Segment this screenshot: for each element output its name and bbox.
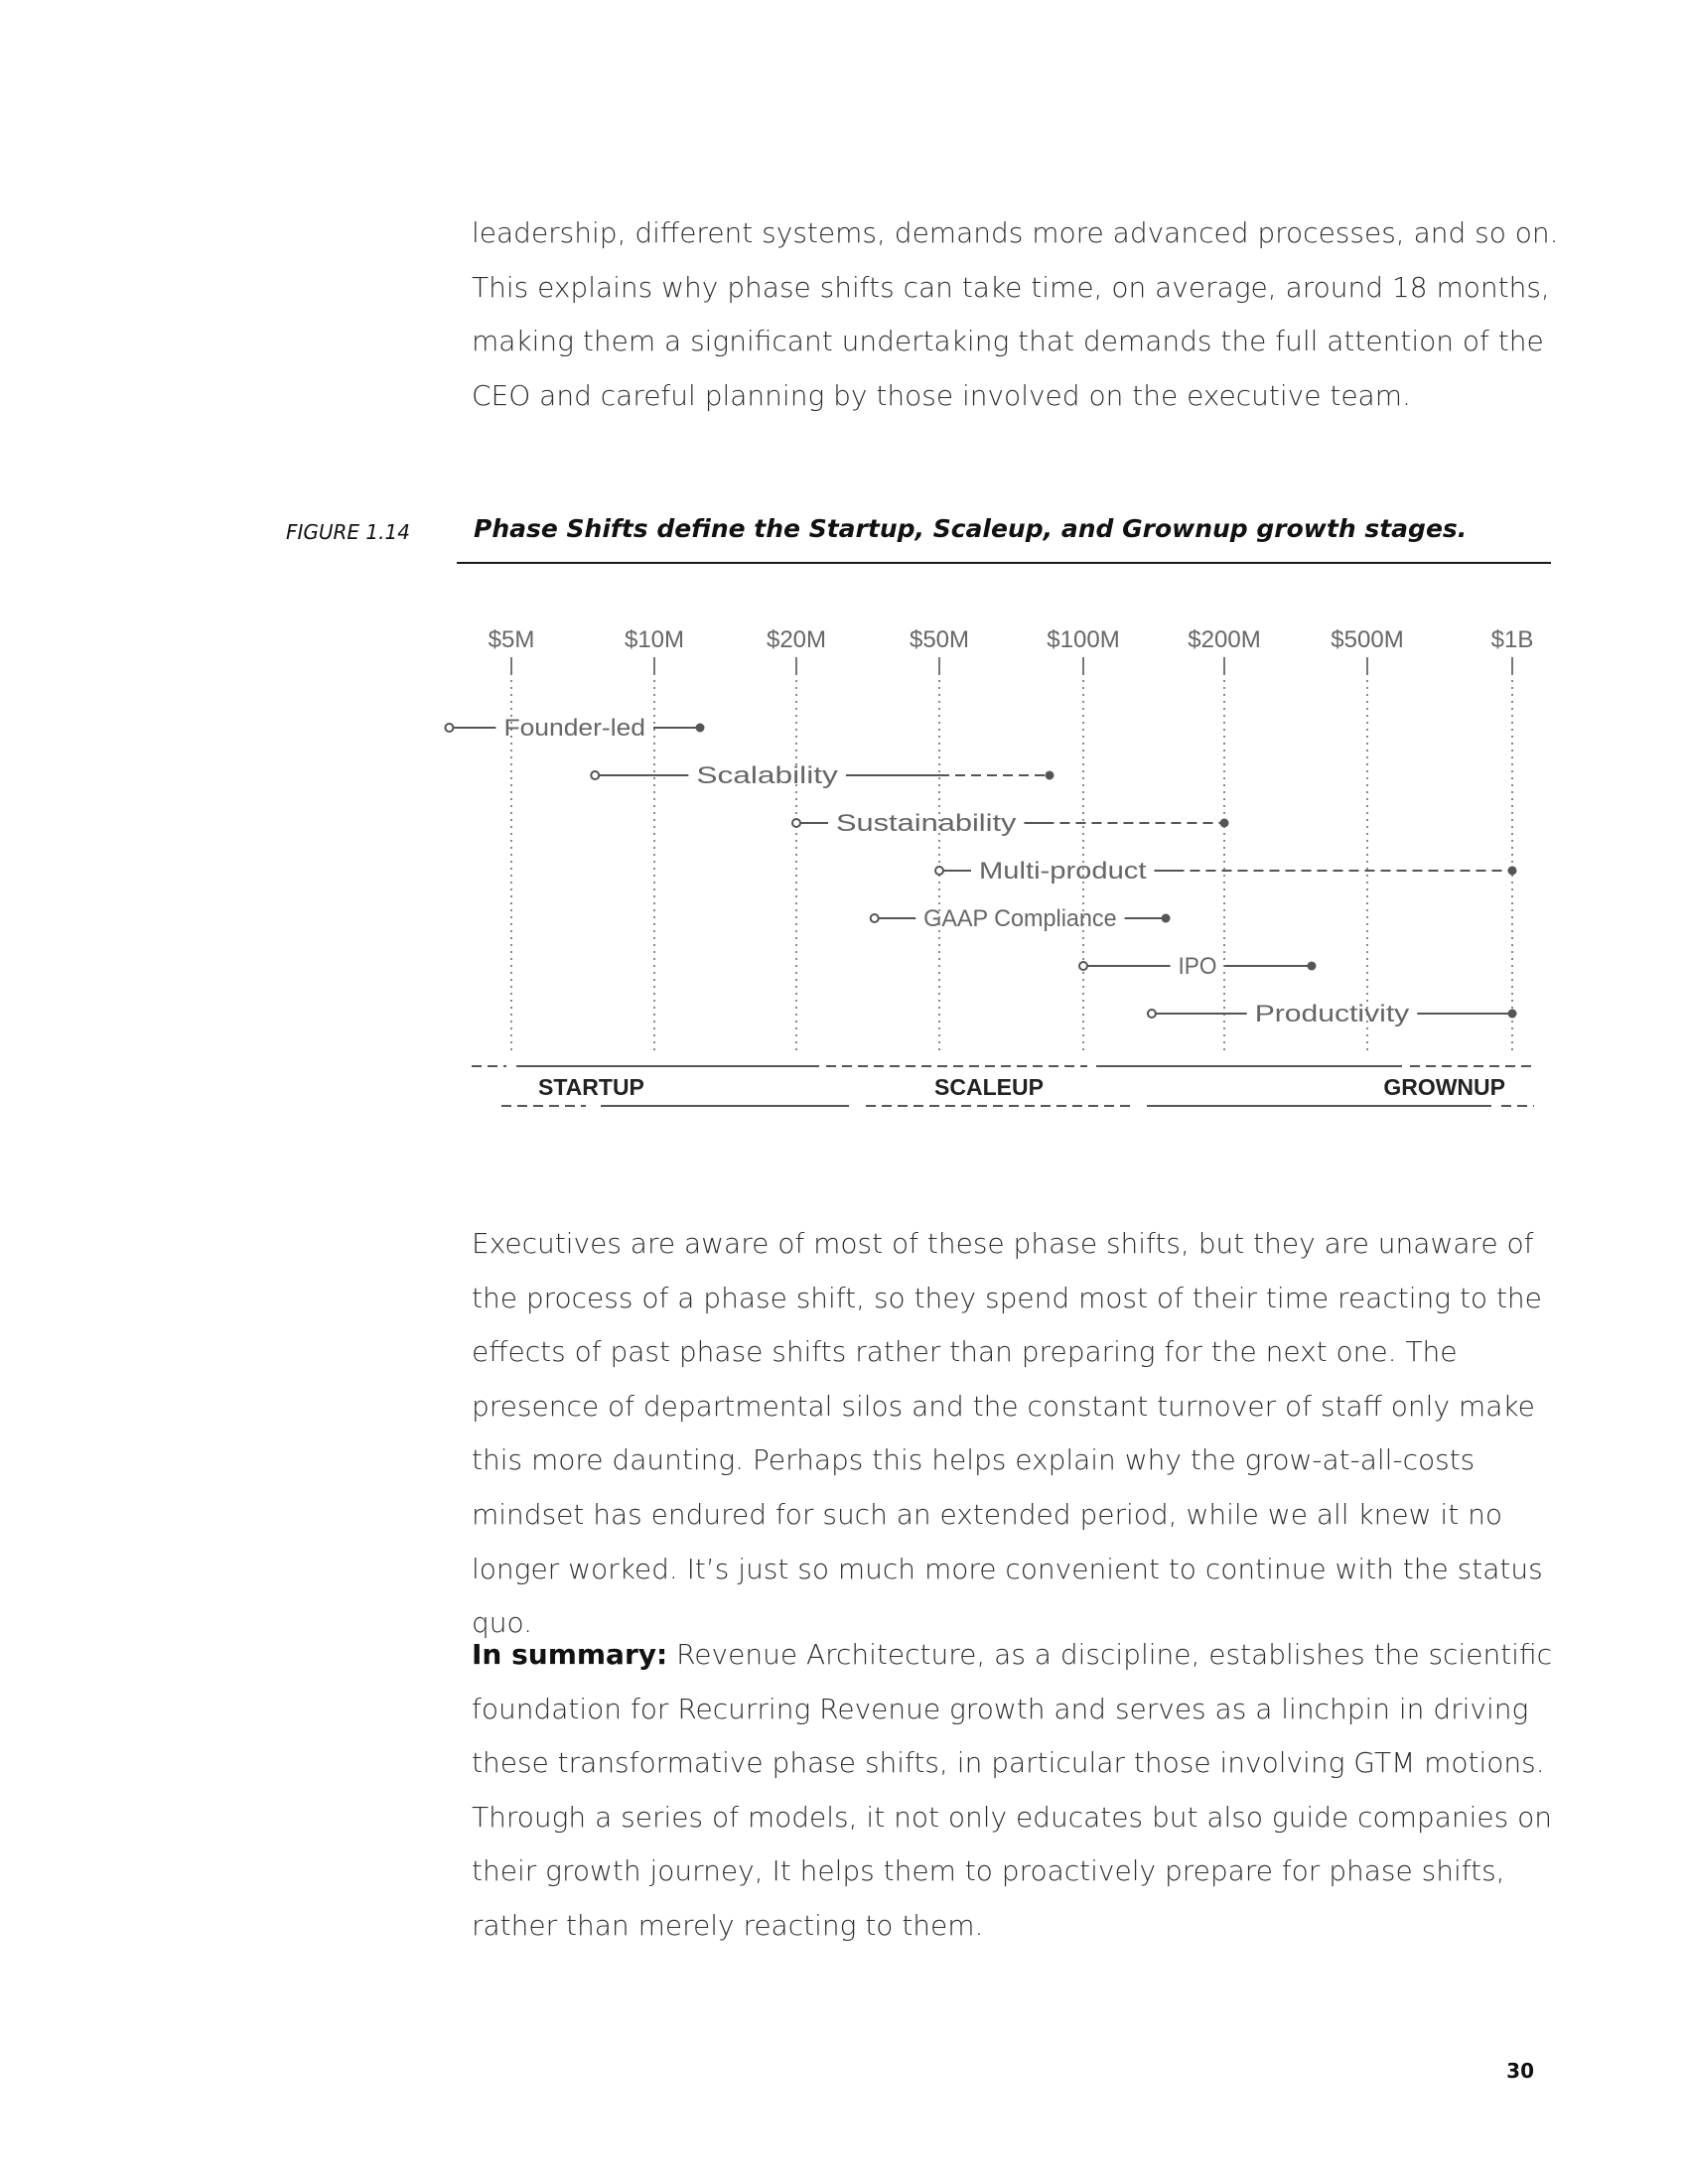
phase-start-marker [1148, 1010, 1156, 1018]
phase-end-marker [1046, 771, 1055, 780]
phase-end-marker [1508, 867, 1517, 876]
figure-label: FIGURE 1.14 [286, 520, 410, 544]
phase-start-marker [591, 771, 599, 779]
phase-start-marker [935, 867, 943, 875]
tick-label: $5M [488, 626, 535, 653]
paragraph-executives: Executives are aware of most of these phase shifts, but they are unaware of the process of a phase shift, so they spend most of their time reacting to the effects of past phase shifts rather than preparing for the next one. The presence of departmental silos and the constant turnover of staff only make this more daunting. Perhaps this helps explain why the grow-at-all-costs mindset has endured for such an extended period, while we all knew it no longer worked. It’s just so much more convenient to continue with the status quo. [472, 1227, 1543, 1640]
phase-start-marker [445, 724, 453, 732]
phase-shift-label: Multi-product [979, 858, 1147, 885]
stage-label: SCALEUP [934, 1074, 1044, 1100]
phase-shift-label: Sustainability [836, 810, 1017, 837]
phase-start-marker [1079, 962, 1087, 970]
figure-title: Phase Shifts define the Startup, Scaleup, and Grownup growth stages. [474, 514, 1468, 543]
tick-label: $500M [1331, 626, 1404, 653]
phase-end-marker [1162, 914, 1171, 923]
phase-shift-label: Productivity [1254, 1001, 1410, 1027]
tick-label: $200M [1188, 626, 1261, 653]
page-number: 30 [1506, 2059, 1534, 2083]
phase-end-marker [1307, 962, 1316, 971]
summary-lead: In summary: [472, 1638, 668, 1671]
phase-shift-label: IPO [1178, 953, 1217, 980]
phase-end-marker [1508, 1010, 1517, 1019]
stage-label: GROWNUP [1383, 1074, 1505, 1100]
phase-end-marker [696, 724, 705, 733]
tick-label: $10M [624, 626, 685, 653]
tick-label: $50M [909, 626, 970, 653]
phase-shift-label: GAAP Compliance [923, 905, 1117, 932]
phase-start-marker [792, 819, 800, 827]
tick-label: $100M [1047, 626, 1120, 653]
phase-end-marker [1220, 819, 1229, 828]
summary-text: Revenue Architecture, as a discipline, establishes the scientific foundation for Recurring Revenue growth and serves as a linchpin in driving these transformative phase shifts, in particular those involving GTM motions. Through a series of models, it not only educates but also guide companies on their growth journey, It helps them to proactively prepare for phase shifts, rather than merely reacting to them. [472, 1638, 1552, 1942]
phase-shift-label: Founder-led [503, 715, 646, 742]
phase-start-marker [871, 914, 879, 922]
paragraph-intro: leadership, different systems, demands more advanced processes, and so on. This explains why phase shifts can take time, on average, around 18 months, making them a significant undertaking that demands the full attention of the CEO and careful planning by those involved on the executive team. [472, 216, 1559, 412]
phase-shift-label: Scalability [696, 762, 838, 789]
paragraph-summary [472, 1628, 1564, 1954]
stage-label: STARTUP [538, 1074, 644, 1100]
tick-label: $1B [1490, 626, 1534, 653]
tick-label: $20M [766, 626, 827, 653]
